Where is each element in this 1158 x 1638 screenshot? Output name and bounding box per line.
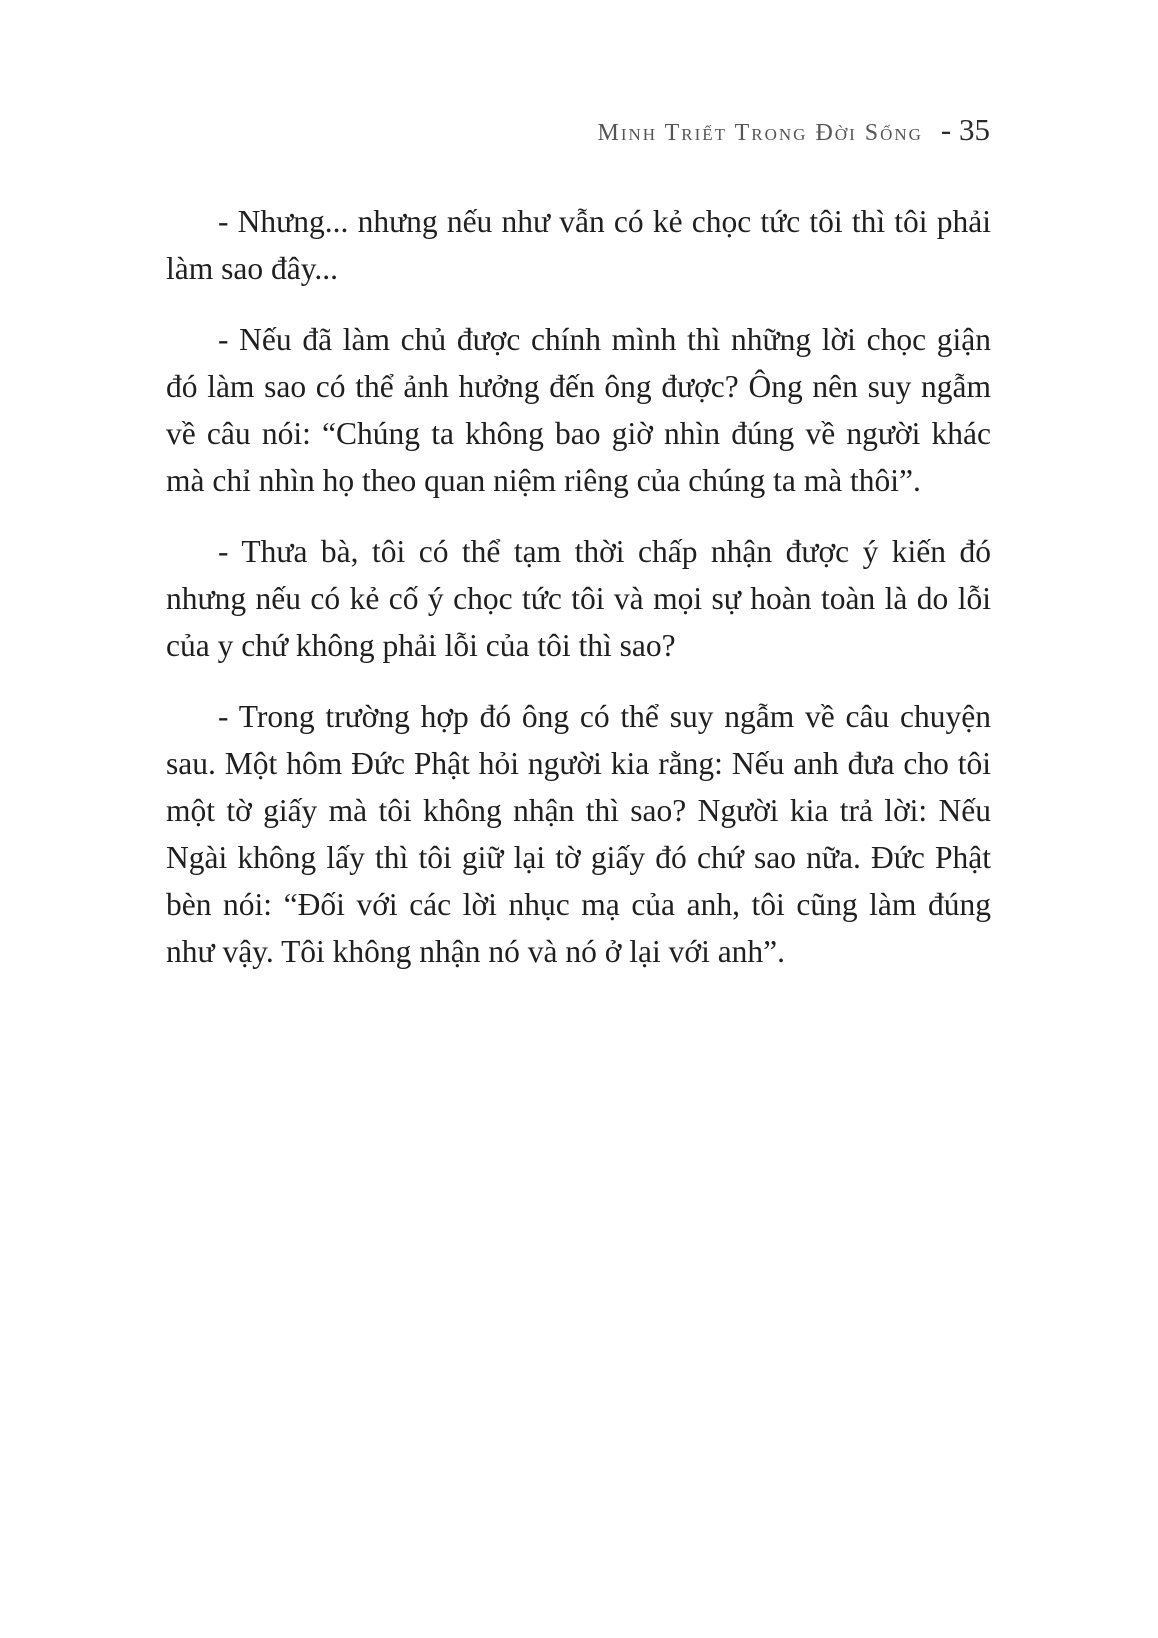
- paragraph-4: - Trong trường hợp đó ông có thể suy ngẫm về câu chuyện sau. Một hôm Đức Phật hỏi người kia rằng: Nếu anh đưa cho tôi một tờ giấy mà tôi không nhận thì sao? Người kia trả lời: Nếu Ngài không lấy thì tôi giữ lại tờ giấy đó chứ sao nữa. Đức Phật bèn nói: “Đối với các lời nhục mạ của anh, tôi cũng làm đúng như vậy. Tôi không nhận nó và nó ở lại với anh”.: [166, 699, 991, 969]
- page-number: - 35: [940, 112, 990, 147]
- body-text: [166, 198, 991, 999]
- paragraph-3: - Thưa bà, tôi có thể tạm thời chấp nhận được ý kiến đó nhưng nếu có kẻ cố ý chọc tức tôi và mọi sự hoàn toàn là do lỗi của y chứ không phải lỗi của tôi thì sao?: [166, 534, 991, 663]
- paragraph-2: - Nếu đã làm chủ được chính mình thì những lời chọc giận đó làm sao có thể ảnh hưởng đến ông được? Ông nên suy ngẫm về câu nói: “Chúng ta không bao giờ nhìn đúng về người khác mà chỉ nhìn họ theo quan niệm riêng của chúng ta mà thôi”.: [166, 322, 991, 498]
- paragraph-1: - Nhưng... nhưng nếu như vẫn có kẻ chọc tức tôi thì tôi phải làm sao đây...: [166, 204, 991, 286]
- running-title: Minh Triết Trong Đời Sống: [597, 120, 923, 146]
- page-header: [598, 112, 990, 148]
